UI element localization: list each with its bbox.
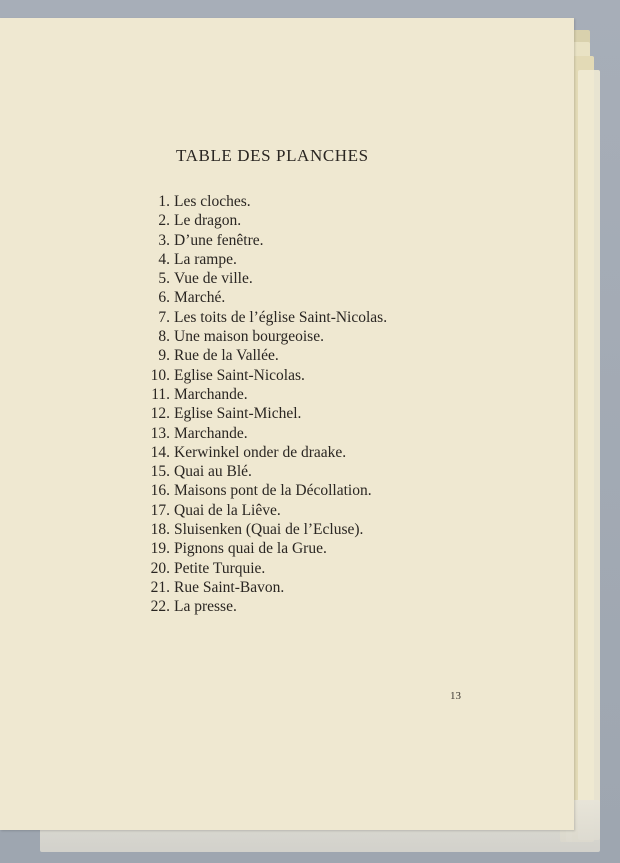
plate-number: 6.	[158, 289, 170, 307]
plate-title: Marché.	[174, 289, 226, 307]
plate-number: 21.	[150, 578, 170, 596]
list-item	[110, 539, 387, 558]
plate-number: 12.	[150, 405, 170, 423]
book-page	[0, 18, 574, 830]
list-item	[110, 308, 387, 327]
plate-number: 18.	[150, 521, 170, 539]
plate-title: Maisons pont de la Décollation.	[174, 482, 372, 500]
plate-number: 10.	[150, 366, 170, 384]
plate-number: 5.	[158, 270, 170, 288]
plate-number: 16.	[150, 482, 170, 500]
plate-title: Petite Turquie.	[174, 559, 266, 577]
plate-title: Les cloches.	[174, 193, 251, 210]
list-item	[110, 404, 387, 423]
plate-title: Rue Saint-Bavon.	[174, 578, 285, 596]
plate-title: La rampe.	[174, 250, 237, 268]
plate-number: 3.	[158, 231, 170, 249]
page-title: TABLE DES PLANCHES	[176, 146, 369, 165]
list-item	[110, 192, 387, 211]
plate-number: 20.	[150, 559, 170, 577]
plate-number: 13.	[150, 424, 170, 442]
list-item	[110, 231, 387, 250]
plate-number: 2.	[158, 212, 170, 230]
plate-title: Les toits de l’église Saint-Nicolas.	[174, 308, 388, 326]
plate-title: Marchande.	[174, 385, 248, 403]
plate-title: D’une fenêtre.	[174, 231, 264, 249]
list-item	[110, 520, 387, 539]
plate-number: 11.	[151, 385, 170, 403]
plate-number: 7.	[158, 308, 170, 326]
plate-title: Eglise Saint-Nicolas.	[174, 366, 305, 384]
plate-title: Marchande.	[174, 424, 248, 442]
list-item	[110, 462, 387, 481]
plate-title: Rue de la Vallée.	[174, 347, 279, 365]
list-item	[110, 211, 387, 230]
plate-title: Vue de ville.	[174, 270, 253, 288]
plate-number: 19.	[150, 540, 170, 558]
page-number: 13	[450, 690, 461, 702]
list-item	[110, 385, 387, 404]
list-item	[110, 250, 387, 269]
plate-title: Pignons quai de la Grue.	[174, 540, 327, 558]
list-item	[110, 346, 387, 365]
list-item	[110, 269, 387, 288]
list-item	[110, 559, 387, 578]
plate-title: La presse.	[174, 598, 237, 616]
list-item	[110, 366, 387, 385]
plate-number: 9.	[158, 347, 170, 365]
list-item	[110, 501, 387, 520]
plate-title: Le dragon.	[174, 212, 242, 230]
list-item	[110, 327, 387, 346]
plate-title: Une maison bourgeoise.	[174, 328, 324, 346]
plate-number: 8.	[158, 328, 170, 346]
plate-number: 4.	[158, 250, 170, 268]
page-edge	[578, 70, 600, 840]
plate-title: Sluisenken (Quai de l’Ecluse).	[174, 521, 364, 539]
plates-list	[110, 192, 387, 617]
plate-number: 15.	[150, 463, 170, 481]
plate-title: Kerwinkel onder de draake.	[174, 443, 347, 461]
list-item	[110, 288, 387, 307]
plate-number: 17.	[150, 501, 170, 519]
list-item	[110, 443, 387, 462]
list-item	[110, 578, 387, 597]
list-item	[110, 424, 387, 443]
list-item	[110, 481, 387, 500]
plate-title: Quai au Blé.	[174, 463, 252, 481]
plate-title: Quai de la Liêve.	[174, 501, 281, 519]
plate-number: 22.	[150, 598, 170, 616]
list-item	[110, 597, 387, 616]
plate-number: 14.	[150, 443, 170, 461]
plate-title: Eglise Saint-Michel.	[174, 405, 302, 423]
plate-number: 1.	[158, 193, 170, 210]
